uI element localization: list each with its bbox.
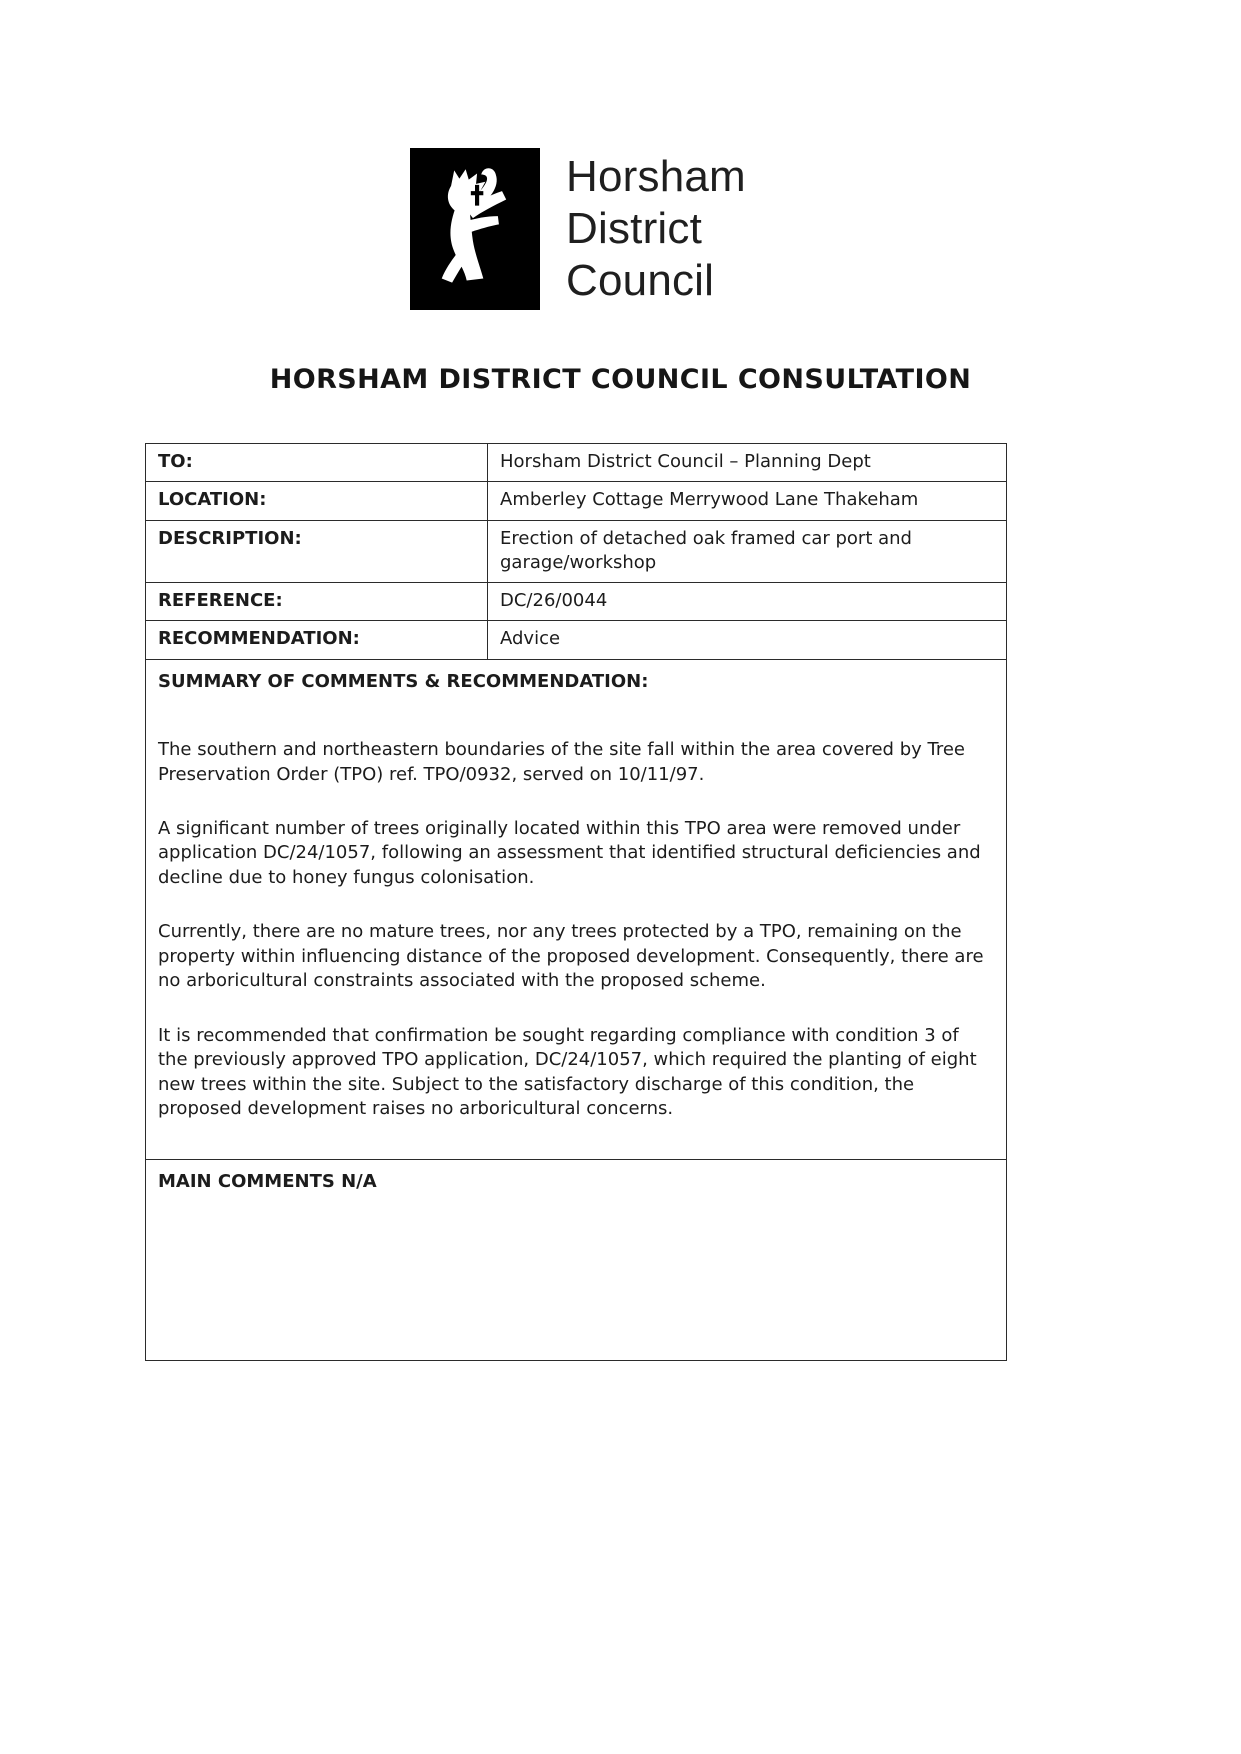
- logo-word-line: Council: [566, 255, 715, 305]
- detail-label: RECOMMENDATION:: [146, 621, 488, 659]
- page-title: HORSHAM DISTRICT COUNCIL CONSULTATION: [269, 364, 972, 395]
- summary-paragraph: A significant number of trees originally located within this TPO area were removed under application DC/24/1057, following an assessment that identified structural deficiencies and decline due to honey fungus colonisation.: [158, 818, 981, 888]
- logo-word-line: Horsham: [566, 152, 746, 202]
- detail-value: Horsham District Council – Planning Dept: [488, 444, 1007, 482]
- table-row-location: [146, 482, 1007, 520]
- table-row-description: [146, 520, 1007, 583]
- table-row-reference: [146, 583, 1007, 621]
- council-crest: [410, 148, 540, 310]
- detail-label: DESCRIPTION:: [146, 520, 488, 583]
- table-row-to: [146, 444, 1007, 482]
- detail-label: LOCATION:: [146, 482, 488, 520]
- detail-value: Amberley Cottage Merrywood Lane Thakeham: [488, 482, 1007, 520]
- logo-wordmark: [566, 151, 746, 307]
- main-comments-heading: MAIN COMMENTS N/A: [158, 1170, 377, 1192]
- detail-label: TO:: [146, 444, 488, 482]
- detail-value: Advice: [488, 621, 1007, 659]
- detail-label: REFERENCE:: [146, 583, 488, 621]
- table-row-summary: [146, 659, 1007, 1159]
- summary-paragraph: It is recommended that confirmation be sought regarding compliance with condition 3 of the previously approved TPO application, DC/24/1057, which required the planting of eight new trees within the site. Subject to the satisfactory discharge of this condition, the proposed development raises no arboricultural concerns.: [158, 1024, 977, 1120]
- consultation-table: [145, 443, 1007, 1361]
- table-row-recommendation: [146, 621, 1007, 659]
- main-comments-section: [146, 1159, 1007, 1360]
- summary-section: [146, 659, 1007, 1159]
- detail-value: Erection of detached oak framed car port and garage/workshop: [488, 520, 1007, 583]
- council-logo: [410, 148, 746, 310]
- table-row-main-comments: [146, 1159, 1007, 1360]
- summary-paragraph: Currently, there are no mature trees, nor any trees protected by a TPO, remaining on the property within influencing distance of the proposed development. Consequently, there are no arboricultural constraints associated with the proposed scheme.: [158, 921, 984, 992]
- detail-value: DC/26/0044: [488, 583, 1007, 621]
- lion-rampant-icon: [423, 162, 527, 296]
- summary-paragraph: The southern and northeastern boundaries of the site fall within the area covered by Tree Preservation Order (TPO) ref. TPO/0932, served on 10/11/97.: [158, 739, 966, 785]
- logo-word-line: District: [566, 204, 703, 254]
- summary-heading: SUMMARY OF COMMENTS & RECOMMENDATION:: [158, 670, 649, 692]
